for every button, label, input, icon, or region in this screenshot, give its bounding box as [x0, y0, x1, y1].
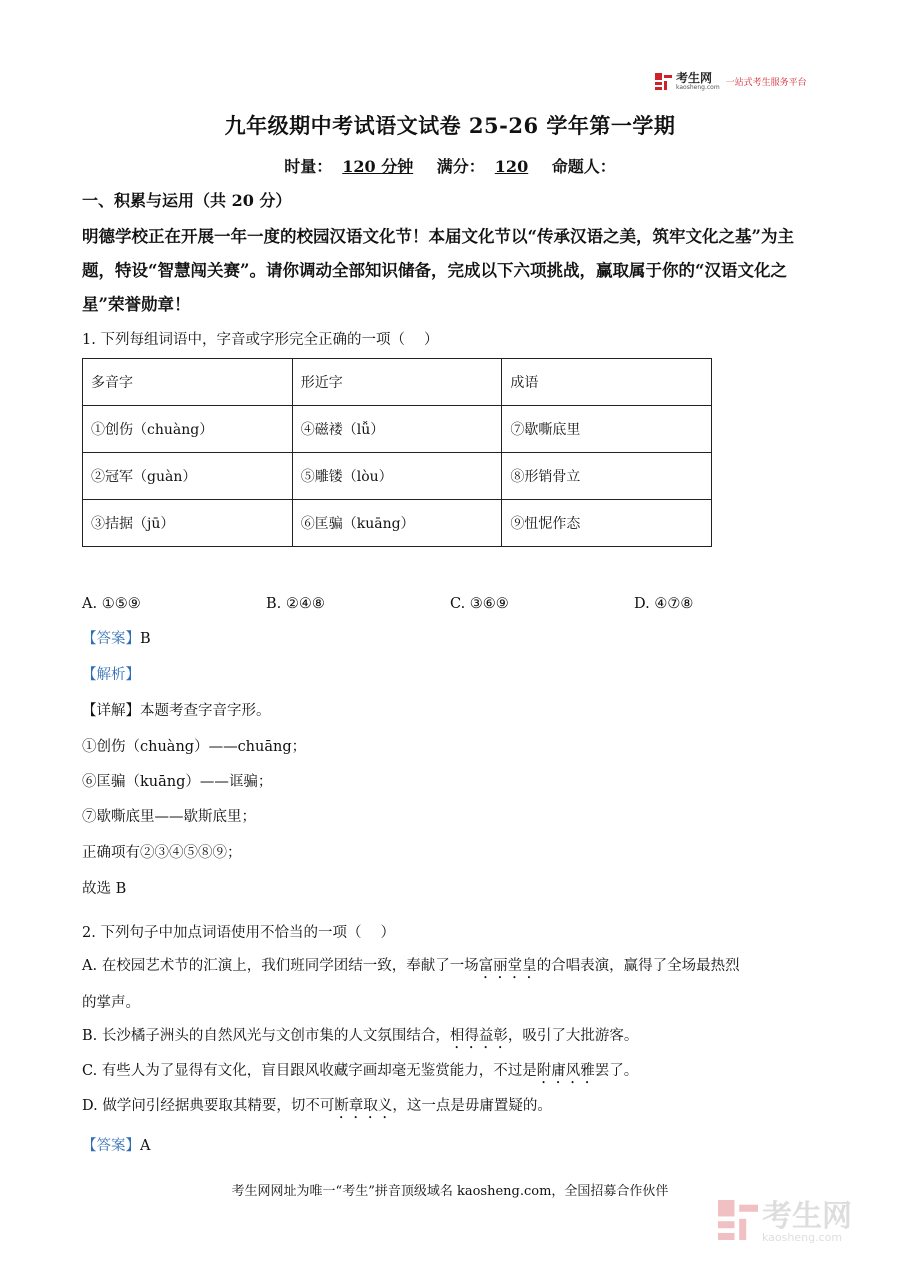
- exam-meta: [0, 154, 900, 177]
- detail-tag: 【详解】: [82, 703, 140, 719]
- detail-line: 正确项有②③④⑤⑧⑨；: [82, 845, 242, 861]
- dotted-word: 富丽堂皇: [478, 958, 537, 974]
- detail-line: [82, 701, 271, 721]
- q2-c-text: 罢了。: [594, 1063, 639, 1079]
- option-c: C. ③⑥⑨: [450, 596, 509, 612]
- q2-option-b: [82, 1026, 638, 1052]
- table-cell: ⑦歇嘶底里: [502, 406, 712, 453]
- table-row: [83, 453, 712, 500]
- option-d: D. ④⑦⑧: [634, 596, 694, 612]
- option-b: B. ②④⑧: [266, 596, 325, 612]
- option-a: A. ①⑤⑨: [82, 596, 141, 612]
- q2-option-d: [82, 1096, 552, 1122]
- q2-answer-line: [82, 1136, 150, 1156]
- detail-line: ①创伤（chuàng）——chuāng；: [82, 739, 307, 755]
- dotted-word: 附庸风雅: [536, 1063, 595, 1079]
- section-intro: 明德学校正在开展一年一度的校园汉语文化节！本届文化节以“传承汉语之美，筑牢文化之基”为主题，特设“智慧闯关赛”。请你调动全部知识储备，完成以下六项挑战，赢取属于你的“汉语文化之星”荣誉勋章！: [82, 227, 794, 314]
- table-cell: ①创伤（chuàng）: [83, 406, 293, 453]
- logo-slogan: 一站式考生服务平台: [725, 78, 807, 88]
- question-1-stem: 1. 下列每组词语中，字音或字形完全正确的一项（ ）: [82, 332, 439, 348]
- question-2-stem: 2. 下列句子中加点词语使用不恰当的一项（ ）: [82, 925, 396, 941]
- table-header-cell: 成语: [502, 359, 712, 406]
- table-header-cell: 多音字: [83, 359, 293, 406]
- kaosheng-logo-icon: [655, 73, 672, 90]
- answer-tag: 【答案】: [82, 1138, 140, 1154]
- detail-line: 故选 B: [82, 881, 127, 897]
- score-label: 满分：: [436, 157, 485, 176]
- dotted-word: 断章取义: [334, 1098, 393, 1114]
- answer-line: [82, 629, 151, 649]
- q2-a-text: A. 在校园艺术节的汇演上，我们班同学团结一致，奉献了一场: [82, 958, 479, 974]
- logo-domain: kaosheng.com: [676, 84, 720, 91]
- q2-a-text: 的合唱表演，赢得了全场最热烈: [536, 958, 740, 974]
- table-header-row: [83, 359, 712, 406]
- q2-b-text: B. 长沙橘子洲头的自然风光与文创市集的人文氛围结合，: [82, 1028, 450, 1044]
- table-cell: ②冠军（guàn）: [83, 453, 293, 500]
- detail-text: 本题考查字音字形。: [140, 703, 271, 719]
- exam-title: 九年级期中考试语文试卷 25-26 学年第一学期: [224, 113, 676, 138]
- table-cell: ⑨忸怩作态: [502, 500, 712, 547]
- question-1-table: [82, 358, 712, 547]
- logo-brand-name: 考生网: [676, 71, 713, 85]
- table-header-cell: 形近字: [292, 359, 502, 406]
- detail-line: ⑦歇嘶底里——歇斯底里；: [82, 809, 256, 825]
- dotted-word: 相得益彰: [449, 1028, 508, 1044]
- analysis-tag: 【解析】: [82, 667, 140, 683]
- table-cell: ③拮据（jū）: [83, 500, 293, 547]
- brand-logo[interactable]: [655, 72, 807, 91]
- table-cell: ⑤雕镂（lòu）: [292, 453, 502, 500]
- score-value: 120: [494, 157, 529, 176]
- time-label: 时量：: [284, 157, 333, 176]
- table-row: [83, 500, 712, 547]
- answer-value: B: [140, 631, 151, 647]
- q2-option-a: [82, 956, 740, 982]
- watermark: [718, 1200, 852, 1244]
- page-footer[interactable]: 考生网网址为唯一“考生”拼音顶级域名 kaosheng.com，全国招募合作伙伴: [231, 1184, 669, 1199]
- q2-option-a-cont: 的掌声。: [82, 995, 140, 1011]
- kaosheng-watermark-icon: [718, 1200, 758, 1244]
- author-label: 命题人：: [551, 157, 616, 176]
- table-row: [83, 406, 712, 453]
- q2-d-text: ，这一点是毋庸置疑的。: [392, 1098, 552, 1114]
- q2-d-text: D. 做学问引经据典要取其精要，切不可: [82, 1098, 335, 1114]
- q2-option-c: [82, 1061, 638, 1087]
- q2-b-text: ，吸引了大批游客。: [507, 1028, 639, 1044]
- watermark-domain: kaosheng.com: [762, 1230, 843, 1244]
- table-cell: ⑧形销骨立: [502, 453, 712, 500]
- table-cell: ④磁褛（lǚ）: [292, 406, 502, 453]
- section-heading: 一、积累与运用（共 20 分）: [82, 191, 292, 210]
- answer-tag: 【答案】: [82, 631, 140, 647]
- table-cell: ⑥匡骗（kuāng）: [292, 500, 502, 547]
- answer-value: A: [140, 1138, 151, 1154]
- watermark-brand: 考生网: [762, 1198, 852, 1234]
- time-value: 120 分钟: [342, 157, 414, 176]
- detail-line: ⑥匡骗（kuāng）——诓骗；: [82, 774, 273, 790]
- q2-c-text: C. 有些人为了显得有文化，盲目跟风收藏字画却毫无鉴赏能力，不过是: [82, 1063, 537, 1079]
